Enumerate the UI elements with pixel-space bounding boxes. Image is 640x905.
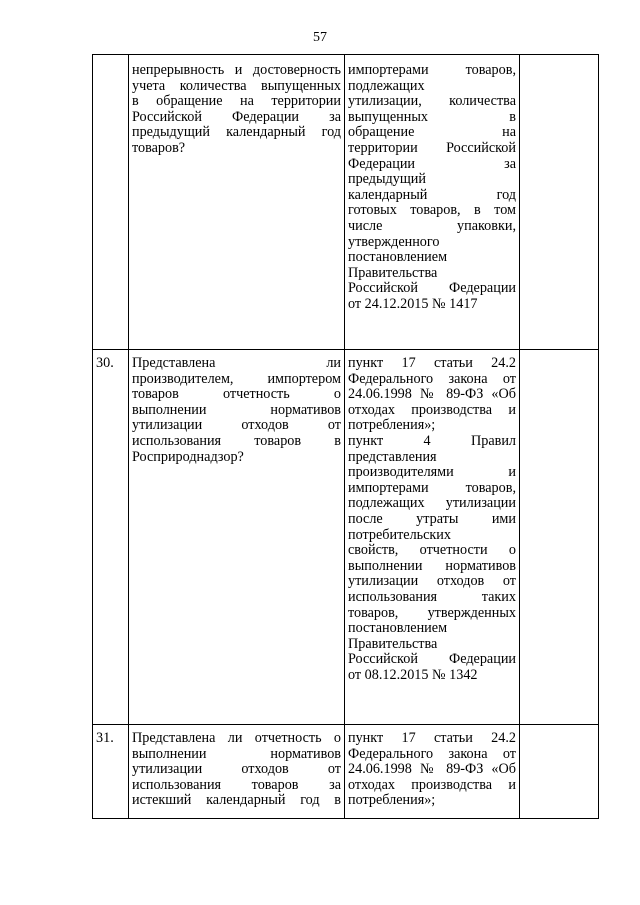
- reference-line: товаров, утвержденных: [348, 604, 516, 621]
- reference-line: территории Российской: [348, 139, 516, 156]
- question-line: утилизации отходов от: [132, 417, 341, 434]
- reference-line: Правительства: [348, 264, 438, 281]
- reference-line: использования таких: [348, 588, 516, 605]
- reference-line: потребления»;: [348, 792, 436, 809]
- question-line: непрерывность и достоверность: [132, 62, 341, 78]
- row-number: 30.: [96, 355, 114, 371]
- row-number-cell: [93, 725, 129, 819]
- reference-line: пункт 17 статьи 24.2: [348, 730, 516, 746]
- reference-line: потребления»;: [348, 417, 436, 434]
- table-row: [93, 725, 599, 819]
- reference-line: Федерального закона от: [348, 745, 516, 762]
- reference-line: отходах производства и: [348, 776, 516, 793]
- reference-line: после утраты ими: [348, 510, 516, 527]
- reference-line: утвержденного: [348, 233, 440, 250]
- reference-line: числе упаковки,: [348, 217, 516, 234]
- row-number-cell: [93, 55, 129, 350]
- reference-line: отходах производства и: [348, 401, 516, 418]
- reference-cell: [345, 725, 520, 819]
- question-line: Российской Федерации за: [132, 108, 341, 125]
- question-line: истекший календарный год в: [132, 792, 341, 809]
- reference-line: утилизации отходов от: [348, 573, 516, 590]
- reference-line: 24.06.1998 № 89-ФЗ «Об: [348, 386, 516, 403]
- notes-cell: [520, 725, 599, 819]
- notes-cell: [520, 350, 599, 725]
- reference-cell: [345, 350, 520, 725]
- question-line: использования товаров за: [132, 776, 341, 793]
- reference-line: выполнении нормативов: [348, 557, 516, 574]
- question-cell: [129, 350, 345, 725]
- reference-line: подлежащих утилизации: [348, 495, 516, 512]
- reference-line: обращение на: [348, 124, 516, 141]
- reference-line: предыдущий: [348, 171, 426, 188]
- question-cell: [129, 725, 345, 819]
- reference-line: Федерального закона от: [348, 370, 516, 387]
- row-number-cell: [93, 350, 129, 725]
- question-line: Представлена ли: [132, 355, 341, 371]
- reference-line: календарный год: [348, 186, 516, 203]
- question-line: в обращение на территории: [132, 93, 341, 110]
- question-line: Росприроднадзор?: [132, 448, 244, 465]
- question-line: производителем, импортером: [132, 370, 341, 387]
- reference-line: 24.06.1998 № 89-ФЗ «Об: [348, 761, 516, 778]
- question-line: утилизации отходов от: [132, 761, 341, 778]
- reference-line: импортерами товаров,: [348, 479, 516, 496]
- reference-line: Правительства: [348, 635, 438, 652]
- question-line: предыдущий календарный год: [132, 124, 341, 141]
- reference-line: Российской Федерации: [348, 651, 516, 668]
- reference-line: готовых товаров, в том: [348, 202, 516, 219]
- row-number: 31.: [96, 730, 114, 746]
- reference-cell: [345, 55, 520, 350]
- reference-line: от 24.12.2015 № 1417: [348, 295, 478, 312]
- question-line: товаров отчетность о: [132, 386, 341, 403]
- reference-line: свойств, отчетности о: [348, 542, 516, 559]
- reference-line: выпущенных в: [348, 108, 516, 125]
- reference-line: потребительских: [348, 526, 451, 543]
- notes-cell: [520, 55, 599, 350]
- question-line: использования товаров в: [132, 432, 341, 449]
- reference-line: подлежащих: [348, 77, 425, 94]
- reference-line: пункт 17 статьи 24.2: [348, 355, 516, 371]
- question-line: учета количества выпущенных: [132, 77, 341, 94]
- question-line: Представлена ли отчетность о: [132, 730, 341, 746]
- question-line: выполнении нормативов: [132, 401, 341, 418]
- reference-line: Российской Федерации: [348, 280, 516, 297]
- reference-line: постановлением: [348, 249, 448, 266]
- reference-line: Федерации за: [348, 155, 516, 172]
- question-cell: [129, 55, 345, 350]
- reference-line: импортерами товаров,: [348, 62, 516, 78]
- reference-line: пункт 4 Правил: [348, 432, 516, 449]
- checklist-table: [92, 54, 599, 819]
- reference-line: утилизации, количества: [348, 93, 516, 110]
- reference-line: производителями и: [348, 464, 516, 481]
- table-row: [93, 55, 599, 350]
- question-line: товаров?: [132, 139, 186, 156]
- table-row: [93, 350, 599, 725]
- page-number: 57: [313, 30, 327, 45]
- reference-line: представления: [348, 448, 437, 465]
- question-line: выполнении нормативов: [132, 745, 341, 762]
- reference-line: постановлением: [348, 620, 448, 637]
- reference-line: от 08.12.2015 № 1342: [348, 666, 478, 683]
